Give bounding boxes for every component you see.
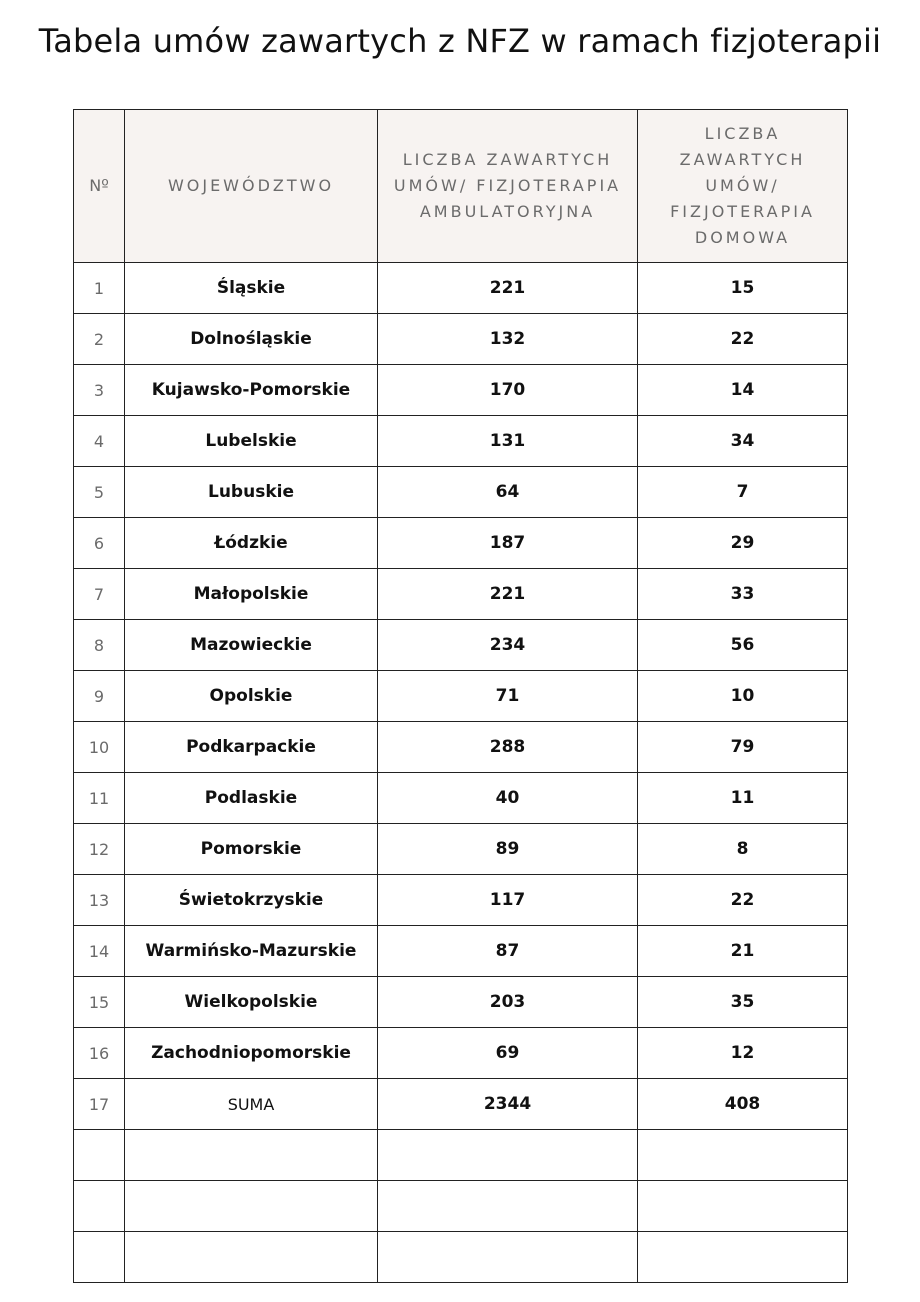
home-count-cell: 35: [638, 977, 848, 1028]
ambulatory-count-cell: 71: [378, 671, 638, 722]
empty-cell: [74, 1232, 125, 1283]
table-row: [74, 977, 848, 1028]
row-number: 6: [74, 518, 125, 569]
header-ambulatory: [378, 110, 638, 263]
home-count-cell: 14: [638, 365, 848, 416]
ambulatory-count-cell: 89: [378, 824, 638, 875]
empty-cell: [125, 1181, 378, 1232]
row-number: 11: [74, 773, 125, 824]
table-row: [74, 263, 848, 314]
empty-cell: [378, 1181, 638, 1232]
header-voivodeship-label: WOJEWÓDZTWO: [167, 176, 335, 195]
header-home: [638, 110, 848, 263]
voivodeship-cell: Mazowieckie: [125, 620, 378, 671]
empty-cell: [378, 1130, 638, 1181]
table-row: [74, 1028, 848, 1079]
row-number: 4: [74, 416, 125, 467]
empty-cell: [125, 1232, 378, 1283]
row-number: 17: [74, 1079, 125, 1130]
voivodeship-cell: Łódzkie: [125, 518, 378, 569]
row-number: 9: [74, 671, 125, 722]
home-count-cell: 10: [638, 671, 848, 722]
voivodeship-cell: Świetokrzyskie: [125, 875, 378, 926]
row-number: 13: [74, 875, 125, 926]
table-row: [74, 875, 848, 926]
voivodeship-cell: Warmińsko-Mazurskie: [125, 926, 378, 977]
home-count-cell: 56: [638, 620, 848, 671]
ambulatory-count-cell: 221: [378, 263, 638, 314]
table-body: [74, 263, 848, 1283]
ambulatory-count-cell: 203: [378, 977, 638, 1028]
table-row: [74, 416, 848, 467]
table-row: [74, 467, 848, 518]
voivodeship-cell: Podkarpackie: [125, 722, 378, 773]
empty-cell: [638, 1130, 848, 1181]
row-number: 2: [74, 314, 125, 365]
home-count-cell: 22: [638, 314, 848, 365]
row-number: 15: [74, 977, 125, 1028]
home-count-cell: 33: [638, 569, 848, 620]
voivodeship-cell: Pomorskie: [125, 824, 378, 875]
empty-row: [74, 1181, 848, 1232]
empty-cell: [74, 1130, 125, 1181]
home-count-cell: 34: [638, 416, 848, 467]
home-count-cell: 29: [638, 518, 848, 569]
row-number: 7: [74, 569, 125, 620]
row-number: 5: [74, 467, 125, 518]
header-no: Nº: [74, 110, 125, 263]
empty-cell: [638, 1232, 848, 1283]
ambulatory-count-cell: 288: [378, 722, 638, 773]
voivodeship-cell: Małopolskie: [125, 569, 378, 620]
voivodeship-cell: Opolskie: [125, 671, 378, 722]
ambulatory-count-cell: 40: [378, 773, 638, 824]
ambulatory-count-cell: 234: [378, 620, 638, 671]
table-row: [74, 722, 848, 773]
table-row: [74, 569, 848, 620]
home-count-cell: 7: [638, 467, 848, 518]
home-count-cell: 79: [638, 722, 848, 773]
table-row: [74, 518, 848, 569]
row-number: 14: [74, 926, 125, 977]
ambulatory-count-cell: 69: [378, 1028, 638, 1079]
home-count-cell: 11: [638, 773, 848, 824]
header-row: [74, 110, 848, 263]
ambulatory-count-cell: 170: [378, 365, 638, 416]
home-count-cell: 15: [638, 263, 848, 314]
voivodeship-cell: Zachodniopomorskie: [125, 1028, 378, 1079]
empty-row: [74, 1130, 848, 1181]
total-row: [74, 1079, 848, 1130]
empty-cell: [74, 1181, 125, 1232]
page-title: Tabela umów zawartych z NFZ w ramach fizjoterapii: [38, 22, 882, 60]
header-voivodeship: [125, 110, 378, 263]
empty-cell: [378, 1232, 638, 1283]
empty-cell: [125, 1130, 378, 1181]
table-row: [74, 773, 848, 824]
table-row: [74, 620, 848, 671]
home-count-cell: 22: [638, 875, 848, 926]
home-count-cell: 12: [638, 1028, 848, 1079]
ambulatory-count-cell: 221: [378, 569, 638, 620]
voivodeship-cell: Dolnośląskie: [125, 314, 378, 365]
ambulatory-count-cell: 131: [378, 416, 638, 467]
empty-row: [74, 1232, 848, 1283]
row-number: 16: [74, 1028, 125, 1079]
table-row: [74, 671, 848, 722]
empty-cell: [638, 1181, 848, 1232]
ambulatory-count-cell: 64: [378, 467, 638, 518]
total-label-cell: SUMA: [125, 1079, 378, 1130]
voivodeship-cell: Podlaskie: [125, 773, 378, 824]
voivodeship-cell: Śląskie: [125, 263, 378, 314]
table-row: [74, 365, 848, 416]
table-row: [74, 824, 848, 875]
contracts-table: [73, 109, 848, 1283]
table-row: [74, 926, 848, 977]
ambulatory-count-cell: 87: [378, 926, 638, 977]
voivodeship-cell: Wielkopolskie: [125, 977, 378, 1028]
ambulatory-count-cell: 187: [378, 518, 638, 569]
total-ambulatory-cell: 2344: [378, 1079, 638, 1130]
voivodeship-cell: Lubelskie: [125, 416, 378, 467]
row-number: 1: [74, 263, 125, 314]
row-number: 8: [74, 620, 125, 671]
home-count-cell: 8: [638, 824, 848, 875]
total-home-cell: 408: [638, 1079, 848, 1130]
voivodeship-cell: Lubuskie: [125, 467, 378, 518]
table-row: [74, 314, 848, 365]
ambulatory-count-cell: 132: [378, 314, 638, 365]
header-ambulatory-label: LICZBA ZAWARTYCH UMÓW/ FIZJOTERAPIA AMBULATORYJNA: [393, 150, 622, 221]
row-number: 10: [74, 722, 125, 773]
table-header: [74, 110, 848, 263]
home-count-cell: 21: [638, 926, 848, 977]
header-home-label: LICZBA ZAWARTYCH UMÓW/ FIZJOTERAPIA DOMOWA: [670, 124, 815, 247]
voivodeship-cell: Kujawsko-Pomorskie: [125, 365, 378, 416]
ambulatory-count-cell: 117: [378, 875, 638, 926]
row-number: 3: [74, 365, 125, 416]
row-number: 12: [74, 824, 125, 875]
